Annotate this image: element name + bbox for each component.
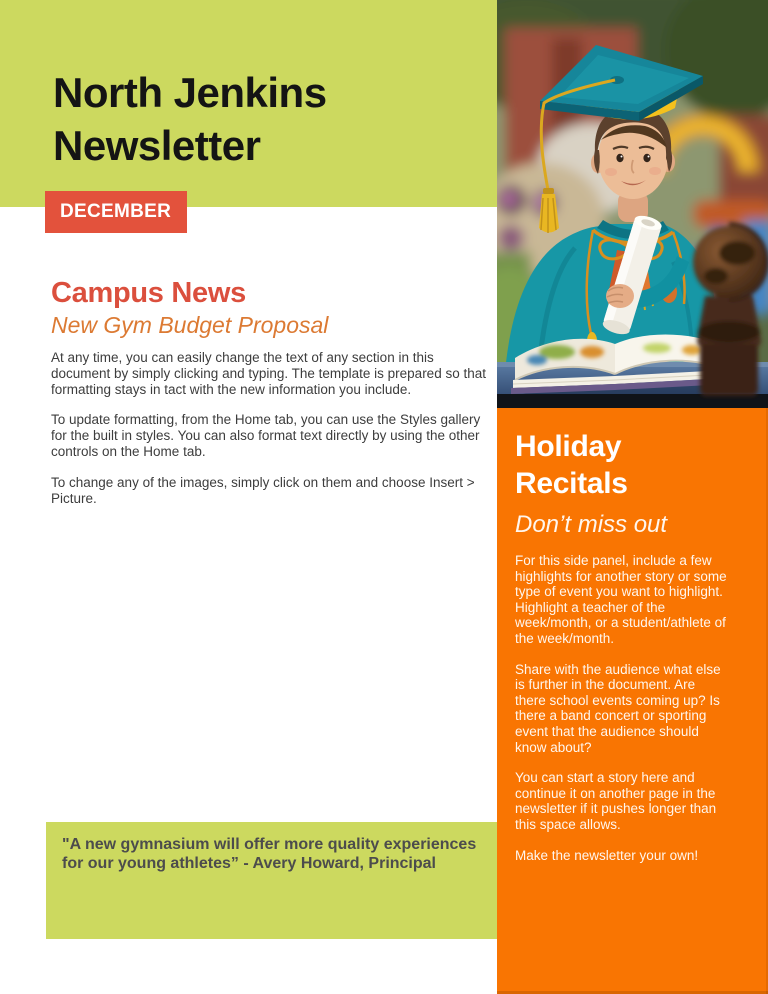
masthead — [0, 0, 497, 207]
sidebar-subheading: Don’t miss out — [515, 511, 668, 538]
sidebar-paragraph: Share with the audience what else is further in the document. Are there school events coming up? Is there a band concert or sporting event that the audience should know about? — [515, 661, 721, 755]
pull-quote-box — [46, 822, 497, 939]
sidebar-paragraph: You can start a story here and continue it on another page in the newsletter if it pushes longer than this space allows. — [515, 770, 717, 832]
pull-quote-text: "A new gymnasium will offer more quality experiences for our young athletes” - Avery Howard, Principal — [62, 836, 477, 872]
article-subheading: New Gym Budget Proposal — [51, 312, 329, 338]
sidebar-paragraph: Make the newsletter your own! — [515, 847, 699, 863]
month-badge: DECEMBER — [45, 191, 187, 233]
main-article — [51, 277, 491, 506]
article-heading: Campus News — [51, 277, 246, 309]
table-edge — [497, 394, 768, 408]
article-paragraph: To update formatting, from the Home tab, you can use the Styles gallery for the built in styles. You can also format text directly by using the other controls on the Home tab. — [51, 412, 481, 459]
sidebar — [497, 408, 768, 994]
article-paragraph: At any time, you can easily change the text of any section in this document by simply clicking and typing. The template is prepared so that formatting stays in tact with the new information you include. — [51, 350, 486, 397]
sidebar-heading: Holiday Recitals — [515, 430, 628, 500]
graduation-photo — [497, 0, 768, 408]
newsletter-title: North Jenkins Newsletter — [53, 69, 327, 169]
sidebar-paragraph: For this side panel, include a few highlights for another story or some type of event you want to highlight. Highlight a teacher of the week/month, or a student/athlete of the week/month. — [515, 553, 727, 646]
graduation-photo-illustration — [497, 0, 768, 408]
article-paragraph: To change any of the images, simply click on them and choose Insert > Picture. — [51, 474, 475, 506]
